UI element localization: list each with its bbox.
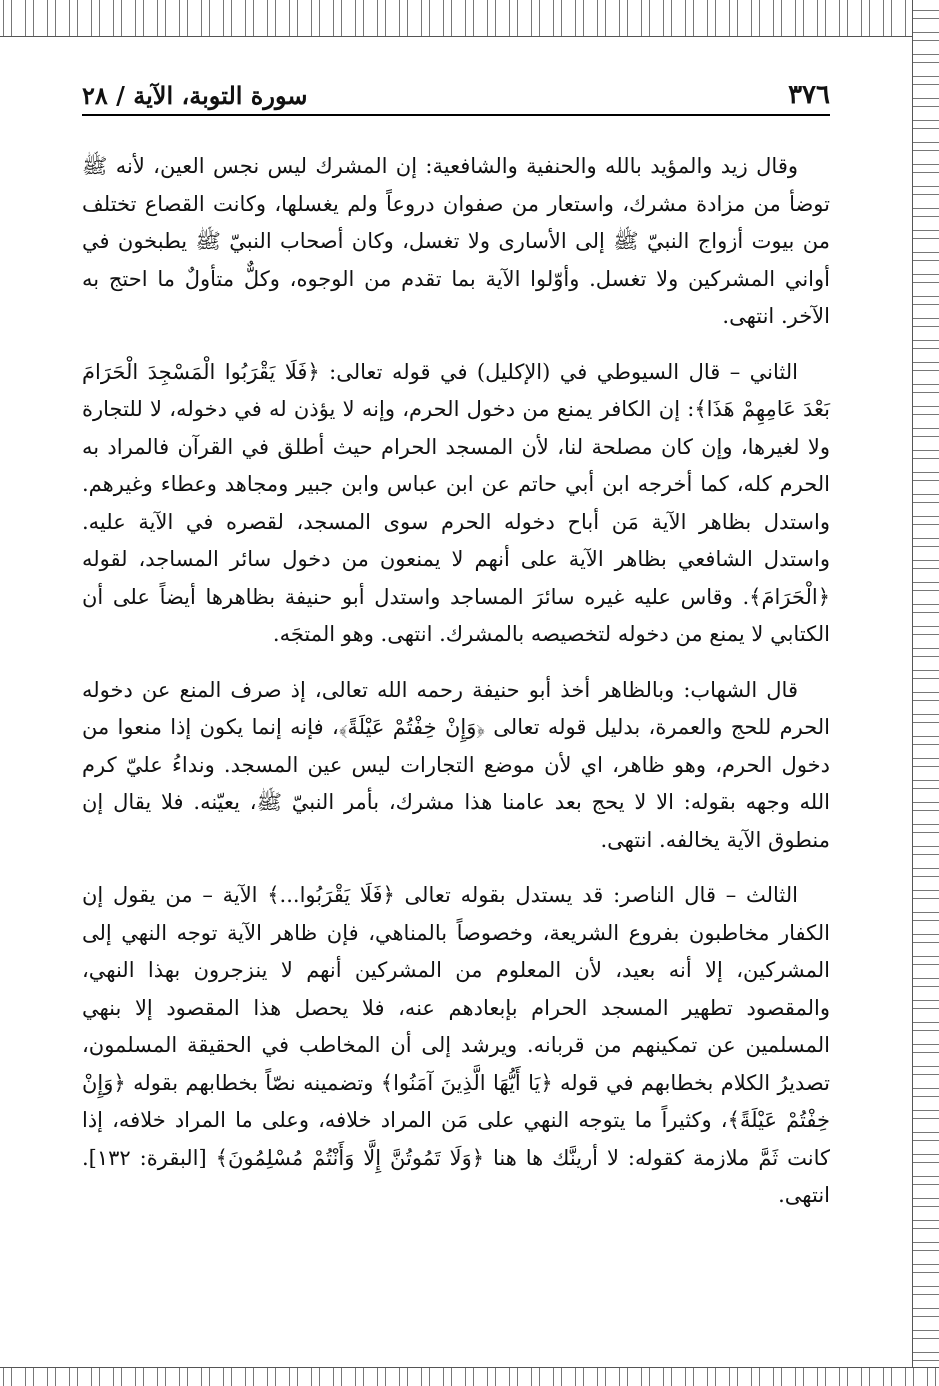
page-header	[82, 70, 830, 116]
paragraph-1: وقال زيد والمؤيد بالله والحنفية والشافعية: إن المشرك ليس نجس العين، لأنه ﷺ توضأ من مزادة مشرك، واستعار من صفوان دروعاً ولم يغسلها، وكانت القصاع تختلف من بيوت أزواج النبيّ ﷺ إلى الأسارى ولا تغسل، وكان أصحاب النبيّ ﷺ يطبخون في أواني المشركين ولا تغسل. وأوّلوا الآية بما تقدم من الوجوه، وكلٌّ متأولٌ ما احتج به الآخر. انتهى.	[82, 154, 830, 328]
decorative-border-bottom	[0, 1367, 939, 1386]
paragraph-4: الثالث – قال الناصر: قد يستدل بقوله تعالى ﴿فَلَا يَقْرَبُوا...﴾ الآية – من يقول إن الكفار مخاطبون بفروع الشريعة، وخصوصاً بالمناهي، فإن ظاهر الآية توجه النهي إلى المشركين، إلا أنه بعيد، لأن المعلوم من المشركين أنهم لا ينزجرون بهذا النهي، والمقصود تطهير المسجد الحرام بإبعادهم عنه، فلا يحصل هذا المقصود إلا بنهي المسلمين عن تمكينهم من قربانه. ويرشد إلى أن المخاطب في الحقيقة المسلمون، تصديرُ الكلام بخطابهم في قوله ﴿يَا أَيُّهَا الَّذِينَ آمَنُوا﴾ وتضمينه نصّاً بخطابهم بقوله ﴿وَإِنْ خِفْتُمْ عَيْلَةً﴾، وكثيراً ما يتوجه النهي على مَن المراد خلافه، وعلى ما المراد خلافه، إذا كانت ثَمَّ ملازمة كقوله: لا أرينَّك ها هنا ﴿وَلَا تَمُوتُنَّ إِلَّا وَأَنْتُمْ مُسْلِمُونَ﴾ [البقرة: ١٣٢]. انتهى.	[82, 883, 830, 1207]
page-number: ٣٧٦	[788, 80, 830, 110]
decorative-border-right	[912, 0, 939, 1386]
decorative-border-top	[0, 0, 939, 37]
book-page	[82, 70, 830, 1233]
paragraph-3: قال الشهاب: وبالظاهر أخذ أبو حنيفة رحمه الله تعالى، إذ صرف المنع عن دخوله الحرم للحج والعمرة، بدليل قوله تعالى ﴿وَإِنْ خِفْتُمْ عَيْلَةً﴾، فإنه إنما يكون إذا منعوا من دخول الحرم، وهو ظاهر، اي لأن موضع التجارات ليس عين المسجد. ونداءُ عليّ كرم الله وجهه بقوله: الا لا يحج بعد عامنا هذا مشرك، بأمر النبيّ ﷺ، يعيّنه. فلا يقال إن منطوق الآية يخالفه. انتهى.	[82, 677, 830, 852]
running-title: سورة التوبة، الآية / ٢٨	[82, 81, 308, 110]
paragraph-2: الثاني – قال السيوطي في (الإكليل) في قوله تعالى: ﴿فَلَا يَقْرَبُوا الْمَسْجِدَ الْحَرَامَ بَعْدَ عَامِهِمْ هَذَا﴾: إن الكافر يمنع من دخول الحرم، وإنه لا يؤذن له في دخوله، لا للتجارة ولا لغيرها، وإن كان مصلحة لنا، لأن المسجد الحرام حيث أطلق في القرآن فالمراد به الحرم كله، كما أخرجه ابن أبي حاتم عن ابن عباس وابن جبير ومجاهد وعطاء وغيرهم. واستدل بظاهر الآية مَن أباح دخوله الحرم سوى المسجد، لقصره في الآية عليه. واستدل الشافعي بظاهر الآية على أنهم لا يمنعون من دخول سائر المساجد، لقوله ﴿الْحَرَامَ﴾. وقاس عليه غيره سائرَ المساجد واستدل أبو حنيفة بظاهرها أيضاً على أن الكتابي لا يمنع من دخوله لتخصيصه بالمشرك. انتهى. وهو المتجَه.	[82, 359, 830, 646]
page-body	[82, 148, 830, 1215]
